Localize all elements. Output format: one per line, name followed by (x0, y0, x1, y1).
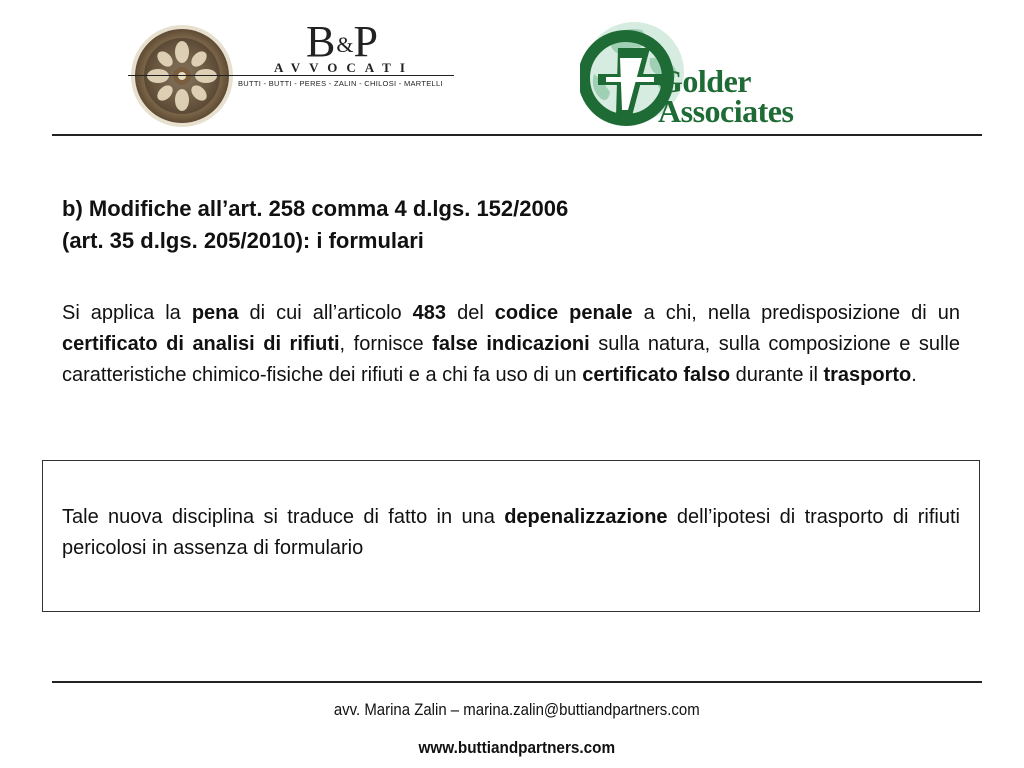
golder-logo-text (658, 63, 794, 129)
slide-title-line2: (art. 35 d.lgs. 205/2010): i formulari (62, 228, 424, 253)
footer-website-link[interactable]: www.buttiandpartners.com (418, 738, 616, 757)
bp-logo-letters: B&P (306, 17, 379, 66)
note-box-text: Tale nuova disciplina si traduce di fatto in una depenalizzazione dell’ipotesi di trasporto di rifiuti pericolosi in assenza di formulario (62, 506, 960, 559)
bp-logo-partners: BUTTI - BUTTI - PERES - ZALIN - CHILOSI - MARTELLI (238, 79, 443, 88)
slide-title (62, 193, 942, 257)
header-divider (52, 134, 982, 136)
bp-logo-avvocati: AVVOCATI (274, 60, 414, 75)
golder-logo-line2: Associates (658, 93, 794, 129)
footer-contact: avv. Marina Zalin – marina.zalin@buttiandpartners.com (333, 700, 700, 719)
footer-divider (52, 681, 982, 683)
main-paragraph: Si applica la pena di cui all’articolo 483 del codice penale a chi, nella predisposizione di un certificato di analisi di rifiuti, fornisce false indicazioni sulla natura, sulla composizione e sulle caratteristiche chimico-fisiche dei rifiuti e a chi fa uso di un certificato falso durante il trasporto. (62, 302, 960, 386)
bp-logo-rule (128, 75, 454, 76)
medallion-logo (130, 24, 234, 128)
slide-title-line1: b) Modifiche all’art. 258 comma 4 d.lgs. 152/2006 (62, 196, 569, 221)
golder-logo-line1: Golder (658, 63, 751, 99)
